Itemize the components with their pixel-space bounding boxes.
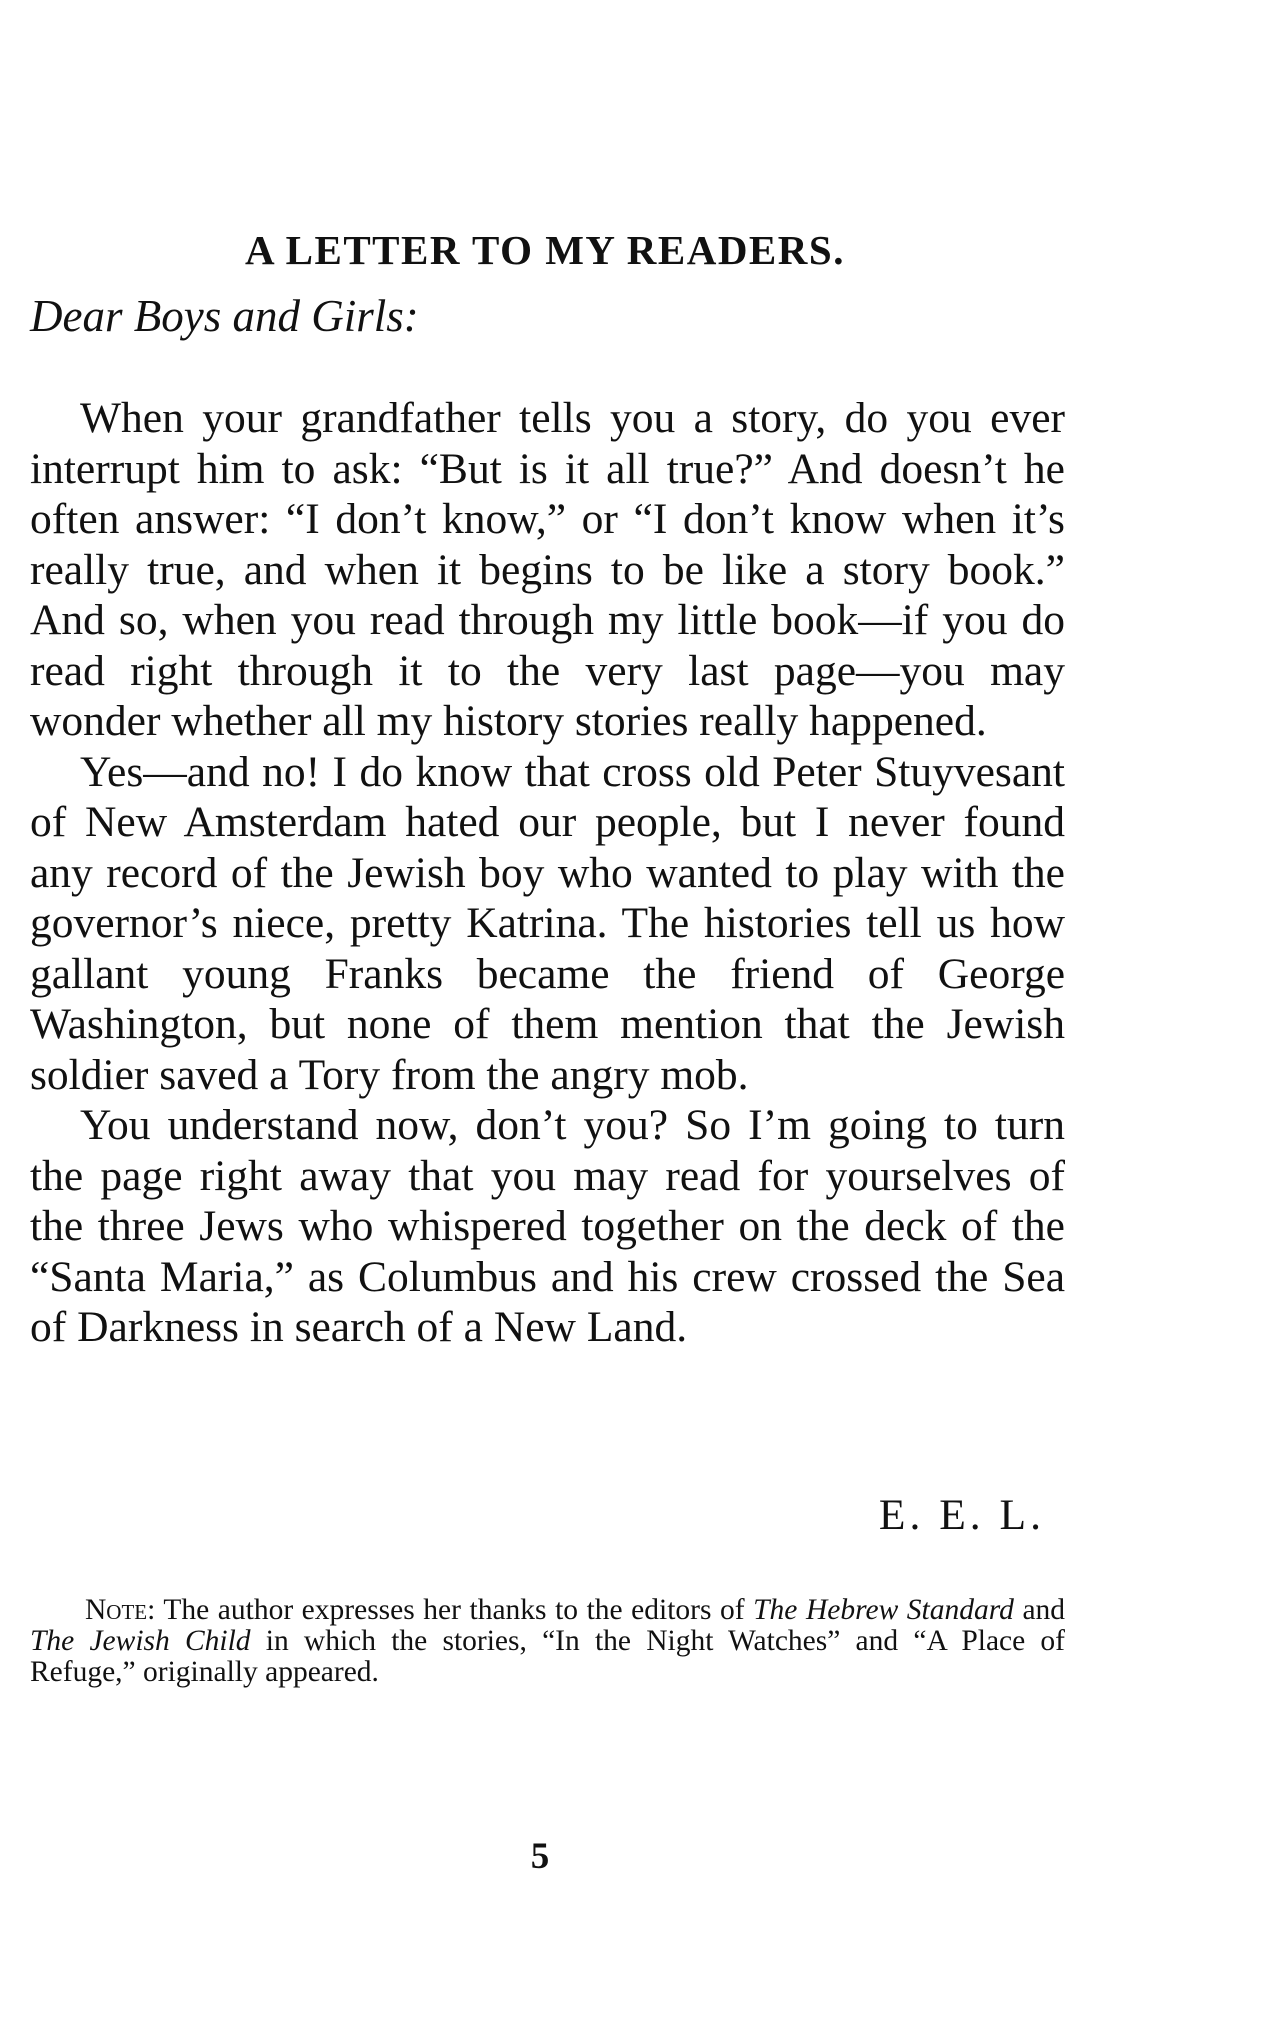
signature-initials: E. E. L. bbox=[878, 1491, 1045, 1539]
author-note bbox=[30, 1595, 1065, 1688]
note-publication-2: The Jewish Child bbox=[30, 1625, 251, 1657]
paragraph-1: When your grandfather tells you a story, do you ever interrupt him to ask: “But is it all true?” And doesn’t he often answer: “I don’t know,” or “I don’t know when it’s really true, and when it begins to be like a story book.” And so, when you read through my little book—if you do read right through it to the very last page—you may wonder whether all my history stories really happened. bbox=[30, 394, 1065, 745]
note-text-3: in which the stories, “In the Night Watches” and “A Place of Refuge,” originally appeared. bbox=[30, 1625, 1066, 1688]
note-publication-1: The Hebrew Standard bbox=[753, 1594, 1014, 1626]
letter-body bbox=[30, 393, 1065, 1353]
page-number: 5 bbox=[530, 1836, 550, 1877]
note-text-1: The author expresses her thanks to the editors of bbox=[163, 1594, 745, 1626]
note-text-2: and bbox=[1022, 1594, 1066, 1626]
paragraph-2: Yes—and no! I do know that cross old Peter Stuyvesant of New Amsterdam hated our people, but I never found any record of the Jewish boy who wanted to play with the governor’s niece, pretty Katrina. The histories tell us how gallant young Franks became the friend of George Washington, but none of them mention that the Jewish soldier saved a Tory from the angry mob. bbox=[30, 747, 1065, 1099]
salutation: Dear Boys and Girls: bbox=[30, 291, 419, 341]
paragraph-3: You understand now, don’t you? So I’m going to turn the page right away that you may read for yourselves of the three Jews who whispered together on the deck of the “Santa Maria,” as Columbus and his crew crossed the Sea of Darkness in search of a New Land. bbox=[30, 1101, 1065, 1351]
page-title: A LETTER TO MY READERS. bbox=[245, 227, 845, 273]
note-label: Note: bbox=[85, 1594, 156, 1626]
